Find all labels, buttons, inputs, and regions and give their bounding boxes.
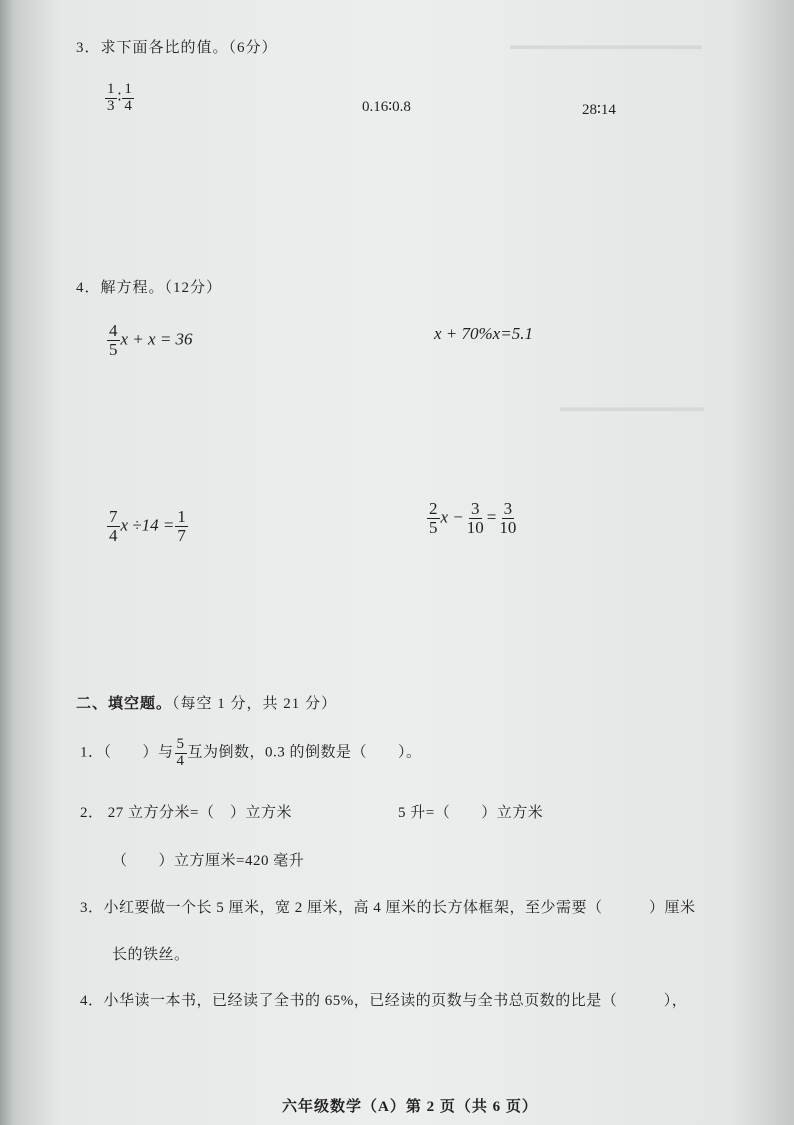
fraction: $\frac{3}{10}$ xyxy=(466,499,484,537)
fraction: $\frac{4}{5}$ xyxy=(109,321,118,359)
fraction: $\frac{3}{10}$ xyxy=(499,499,517,537)
fraction: $\frac{1}{3}$ xyxy=(107,81,115,114)
q4-equation-4: $\frac{2}{5}$ x − $\frac{3}{10}$ = $\frac{3}{10}$ xyxy=(429,499,517,537)
fraction: $\frac{5}{4}$ xyxy=(176,736,185,769)
fraction: $\frac{1}{7}$ xyxy=(177,507,186,545)
section2-heading: 二、填空题。（每空 1 分，共 21 分） xyxy=(76,696,338,712)
fill-item-2b: 5 升=（ ）立方米 xyxy=(398,805,544,821)
fill-item-2a: 2． 27 立方分米=（ ）立方米 xyxy=(80,805,292,821)
q4-heading: 4．解方程。（12分） xyxy=(76,280,223,296)
bleed-through: ▬▬▬▬▬▬▬▬▬▬▬▬ xyxy=(560,400,704,414)
q3-ratio-fractions: $\frac{1}{3}$ ∶ $\frac{1}{4}$ xyxy=(107,81,132,114)
fill-item-3-line1: 3．小红要做一个长 5 厘米，宽 2 厘米，高 4 厘米的长方体框架，至少需要（ ）厘米 xyxy=(80,900,696,916)
fill-item-4-line1: 4．小华读一本书，已经读了全书的 65%，已经读的页数与全书总页数的比是（ ）， xyxy=(80,993,688,1009)
page-footer: 六年级数学（A）第 2 页（共 6 页） xyxy=(282,1099,538,1115)
bleed-through: ▬▬▬▬▬▬▬▬▬▬▬▬▬▬▬▬ xyxy=(510,38,702,52)
fill-item-1: 1．（ ）与 $\frac{5}{4}$ 互为倒数，0.3 的倒数是（ ）。 xyxy=(80,736,422,769)
fraction: $\frac{1}{4}$ xyxy=(124,81,132,114)
q4-equation-1: $\frac{4}{5}$ x + x = 36 xyxy=(109,321,193,359)
fill-item-2c: （ ）立方厘米=420 毫升 xyxy=(112,853,305,869)
fraction: $\frac{2}{5}$ xyxy=(429,499,438,537)
q3-heading: 3．求下面各比的值。（6分） xyxy=(76,40,278,56)
q3-ratio-decimal: 0.16∶0.8 xyxy=(362,99,411,115)
q4-equation-2: x + 70%x=5.1 xyxy=(434,324,533,343)
fraction: $\frac{7}{4}$ xyxy=(109,507,118,545)
q3-ratio-integer: 28∶14 xyxy=(582,102,616,118)
fill-item-3-line2: 长的铁丝。 xyxy=(112,947,190,963)
q4-equation-3: $\frac{7}{4}$ x ÷14 = $\frac{1}{7}$ xyxy=(109,507,186,545)
